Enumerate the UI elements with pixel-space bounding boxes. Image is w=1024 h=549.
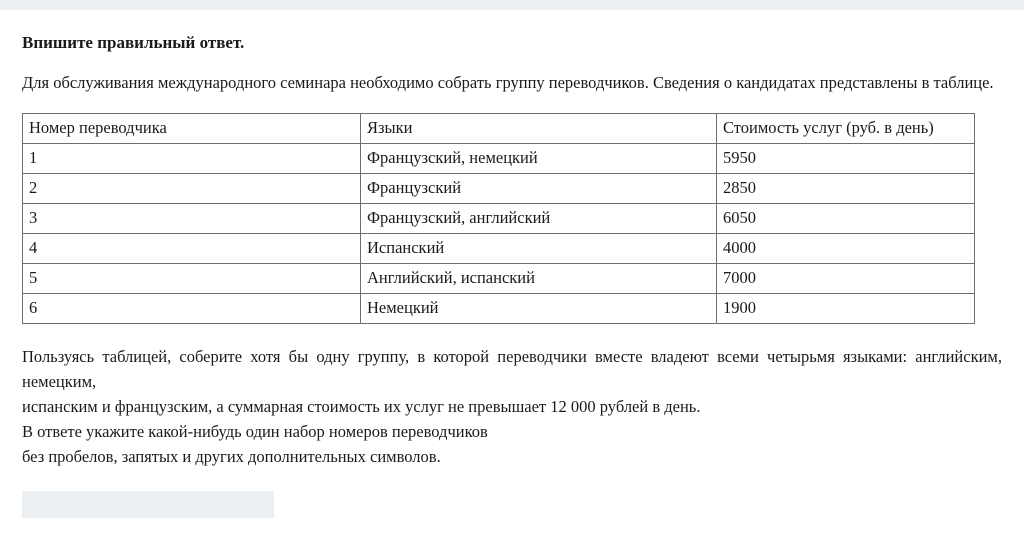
table-cell: 2850 bbox=[717, 174, 975, 204]
table-cell: 1900 bbox=[717, 294, 975, 324]
table-row bbox=[23, 174, 975, 204]
table-cell: 1 bbox=[23, 144, 361, 174]
task-title: Впишите правильный ответ. bbox=[22, 33, 245, 52]
table-cell: Испанский bbox=[361, 234, 717, 264]
table-row bbox=[23, 294, 975, 324]
table-cell: 3 bbox=[23, 204, 361, 234]
table-row bbox=[23, 264, 975, 294]
table-row bbox=[23, 204, 975, 234]
table-cell: 7000 bbox=[717, 264, 975, 294]
task-intro-text: Для обслуживания международного семинара необходимо собрать группу переводчиков. Сведения о кандидатах представлены в таблице. bbox=[22, 73, 994, 92]
table-row bbox=[23, 144, 975, 174]
table-cell: 2 bbox=[23, 174, 361, 204]
instruction-line-1: Пользуясь таблицей, соберите хотя бы одну группу, в которой переводчики вместе владеют всеми четырьмя языками: английским, немецким, bbox=[22, 347, 1002, 391]
instruction-line-2: испанским и французским, а суммарная стоимость их услуг не превышает 12 000 рублей в день. bbox=[22, 397, 701, 416]
instruction-line-4: без пробелов, запятых и других дополнительных символов. bbox=[22, 447, 441, 466]
table-cell: 5 bbox=[23, 264, 361, 294]
table-cell: 6050 bbox=[717, 204, 975, 234]
instruction-line-3: В ответе укажите какой-нибудь один набор номеров переводчиков bbox=[22, 422, 488, 441]
table-cell: Французский, немецкий bbox=[361, 144, 717, 174]
table-cell: Французский, английский bbox=[361, 204, 717, 234]
table-cell: Английский, испанский bbox=[361, 264, 717, 294]
table-header-cell: Номер переводчика bbox=[23, 114, 361, 144]
table-cell: Немецкий bbox=[361, 294, 717, 324]
answer-input[interactable] bbox=[22, 491, 274, 518]
table-header-cell: Стоимость услуг (руб. в день) bbox=[717, 114, 975, 144]
document-content bbox=[0, 10, 1024, 518]
top-divider-bar bbox=[0, 0, 1024, 10]
table-cell: 4000 bbox=[717, 234, 975, 264]
translators-table bbox=[22, 113, 975, 324]
table-cell: Французский bbox=[361, 174, 717, 204]
table-header-row bbox=[23, 114, 975, 144]
table-row bbox=[23, 234, 975, 264]
table-cell: 6 bbox=[23, 294, 361, 324]
table-header-cell: Языки bbox=[361, 114, 717, 144]
table-cell: 5950 bbox=[717, 144, 975, 174]
table-cell: 4 bbox=[23, 234, 361, 264]
task-instructions bbox=[22, 344, 1002, 469]
